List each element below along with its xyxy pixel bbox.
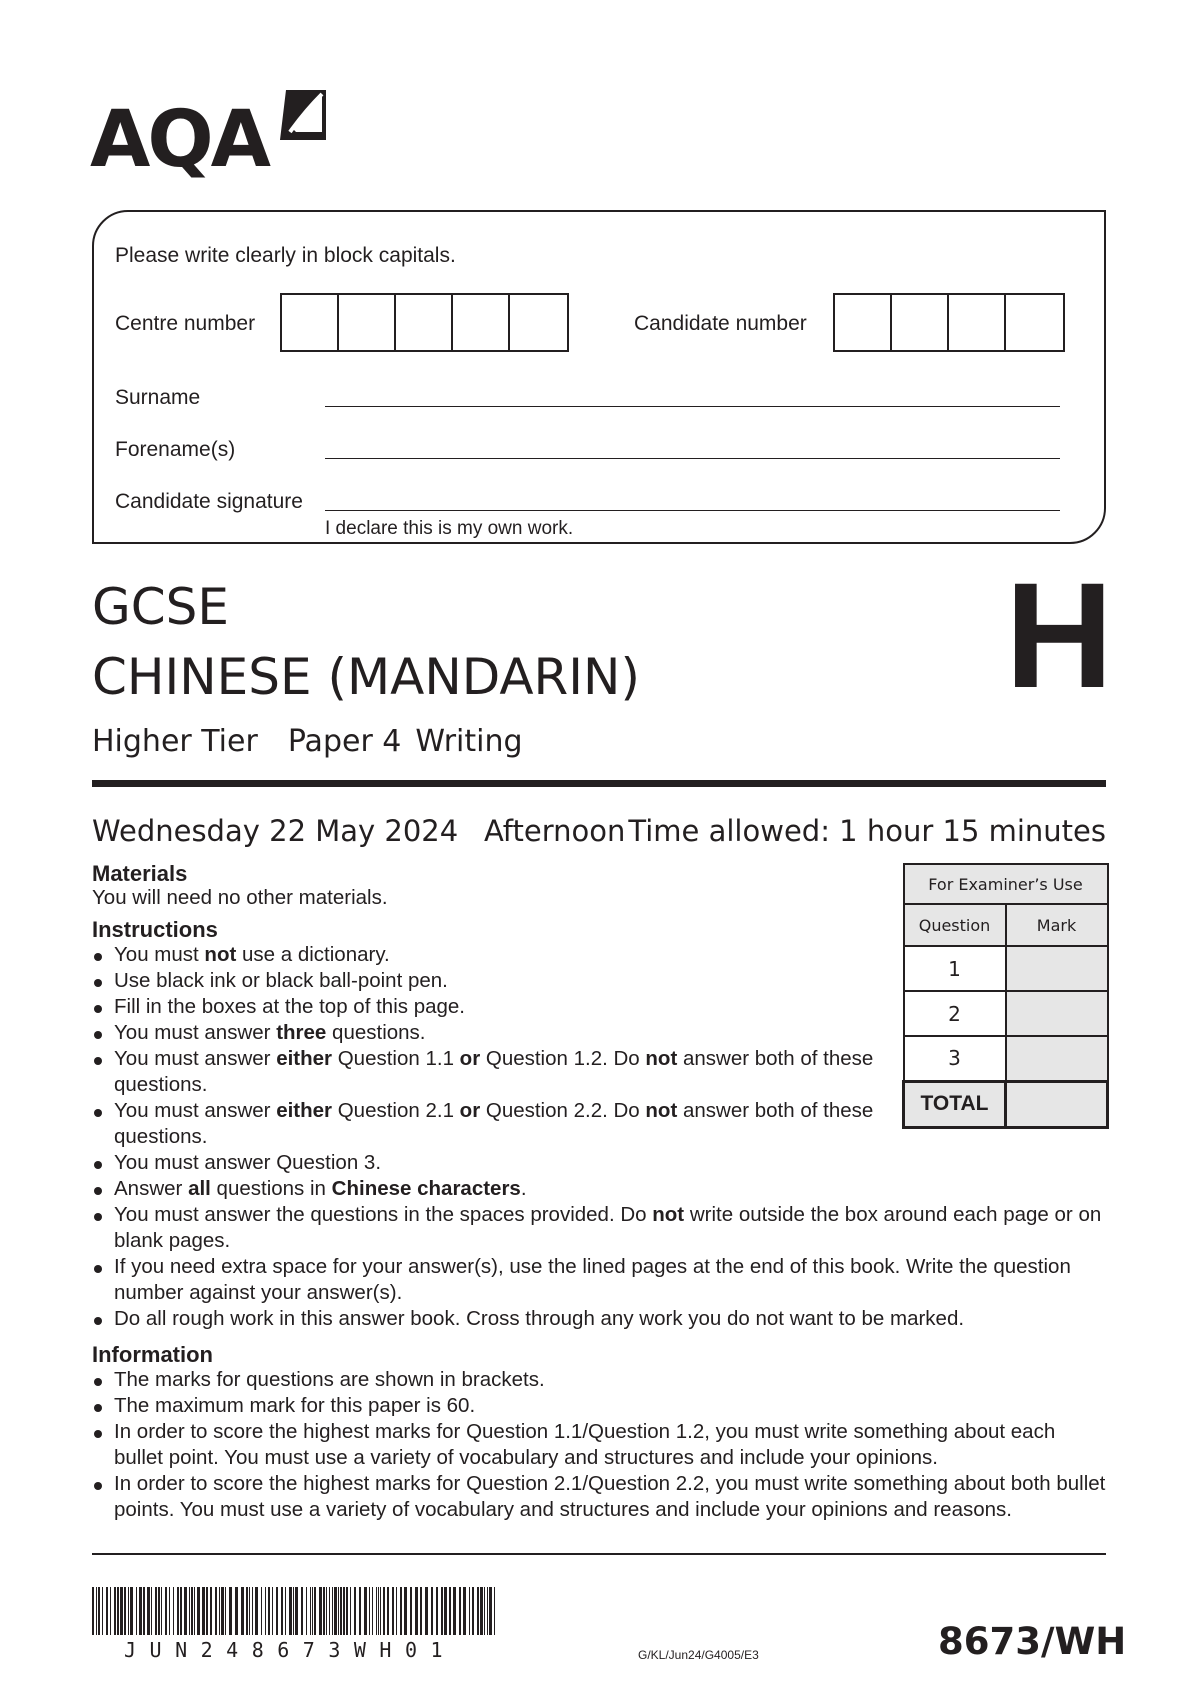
surname-label: Surname <box>115 386 201 409</box>
digit-box[interactable] <box>1006 295 1063 350</box>
barcode-bar <box>281 1587 283 1635</box>
digit-box[interactable] <box>949 295 1006 350</box>
component-name: Writing <box>415 724 523 759</box>
barcode-bar <box>310 1587 311 1635</box>
footer-divider <box>92 1553 1106 1555</box>
barcode-bar <box>169 1587 170 1635</box>
barcode-bar <box>340 1587 342 1635</box>
aqa-logo-graphic <box>90 88 350 180</box>
instructions-heading: Instructions <box>92 917 218 942</box>
signature-label: Candidate signature <box>115 490 303 513</box>
barcode-bar <box>180 1587 182 1635</box>
table-row <box>904 946 1108 991</box>
barcode-bar <box>319 1587 322 1635</box>
barcode-bar <box>369 1587 370 1635</box>
barcode-bar <box>449 1587 451 1635</box>
list-item: In order to score the highest marks for Question 1.1/Question 1.2, you must write something about each bullet point. You must use a variety of vocabulary and structures and include your opinions. <box>92 1419 1106 1471</box>
barcode-bar <box>268 1587 270 1635</box>
barcode-bar <box>276 1587 278 1635</box>
barcode-bar <box>487 1587 488 1635</box>
header-divider <box>92 780 1106 787</box>
examiners-use-table <box>902 863 1109 1129</box>
aqa-logo <box>90 88 350 185</box>
barcode-bar <box>453 1587 456 1635</box>
table-row <box>904 1036 1108 1081</box>
barcode-bar <box>364 1587 367 1635</box>
barcode-bar <box>120 1587 123 1635</box>
barcode-bar <box>306 1587 307 1635</box>
barcode-bar <box>189 1587 190 1635</box>
exam-date-row <box>92 814 1106 848</box>
barcode-bar <box>219 1587 220 1635</box>
barcode-bar <box>334 1587 337 1635</box>
table-row <box>904 1081 1108 1127</box>
reference-code: G/KL/Jun24/G4005/E3 <box>638 1648 759 1662</box>
time-allowed: Time allowed: 1 hour 15 minutes <box>628 814 1106 848</box>
barcode-bar <box>225 1587 226 1635</box>
digit-box[interactable] <box>282 295 339 350</box>
barcode-bar <box>151 1587 152 1635</box>
question-column-header: Question <box>904 904 1006 946</box>
total-label: TOTAL <box>904 1081 1006 1127</box>
barcode-bar <box>410 1587 412 1635</box>
barcode-bar <box>117 1587 119 1635</box>
barcode-bar <box>314 1587 316 1635</box>
digit-box[interactable] <box>892 295 949 350</box>
paper-number: Paper 4 <box>287 724 402 759</box>
question-number: 1 <box>904 946 1006 991</box>
barcode-bar <box>404 1587 407 1635</box>
barcode-bar <box>136 1587 137 1635</box>
barcode-bar <box>326 1587 327 1635</box>
barcode-bar <box>494 1587 495 1635</box>
barcode-bar <box>215 1587 217 1635</box>
aqa-logo-text: AQA <box>90 95 269 180</box>
paper-code: 8673/WH <box>938 1620 1127 1663</box>
barcode-bar <box>261 1587 262 1635</box>
barcode-bar <box>387 1587 389 1635</box>
barcode-bar <box>380 1587 381 1635</box>
barcode-bar <box>110 1587 111 1635</box>
list-item: You must answer three questions. <box>92 1020 888 1046</box>
barcode-bar <box>191 1587 193 1635</box>
tier-name: Higher Tier <box>92 724 258 759</box>
centre-number-label: Centre number <box>115 312 256 335</box>
barcode-bar <box>459 1587 461 1635</box>
information-heading: Information <box>92 1342 213 1367</box>
barcode-bar <box>202 1587 205 1635</box>
barcode-bar <box>392 1587 394 1635</box>
barcode-bar <box>229 1587 232 1635</box>
barcode-bar <box>161 1587 162 1635</box>
forename-line[interactable] <box>325 458 1060 459</box>
list-item: Use black ink or black ball-point pen. <box>92 968 888 994</box>
paper-subtitle <box>92 724 553 759</box>
list-item: You must answer the questions in the spaces provided. Do not write outside the box around each page or on blank pages. <box>92 1202 1106 1254</box>
barcode-bar <box>472 1587 474 1635</box>
list-item: In order to score the highest marks for Question 2.1/Question 2.2, you must write something about both bullet points. You must use a variety of vocabulary and structures and include your opinions and reasons. <box>92 1471 1106 1523</box>
barcode-bar <box>285 1587 286 1635</box>
barcode-bar <box>436 1587 438 1635</box>
barcode-bar <box>400 1587 402 1635</box>
barcode-bar <box>128 1587 129 1635</box>
barcode-bar <box>338 1587 339 1635</box>
candidate-number-label: Candidate number <box>634 312 807 335</box>
declaration-text: I declare this is my own work. <box>325 518 574 539</box>
barcode-bar <box>332 1587 333 1635</box>
barcode-bar <box>289 1587 292 1635</box>
barcode-bar <box>252 1587 253 1635</box>
centre-number-boxes[interactable] <box>280 293 569 352</box>
barcode-bar <box>173 1587 174 1635</box>
mark-column-header: Mark <box>1006 904 1108 946</box>
list-item: Fill in the boxes at the top of this page. <box>92 994 888 1020</box>
table-row <box>904 991 1108 1036</box>
barcode-bar <box>489 1587 492 1635</box>
digit-box[interactable] <box>339 295 396 350</box>
barcode-bar <box>477 1587 479 1635</box>
barcode-bar <box>249 1587 250 1635</box>
examiners-use-title: For Examiner’s Use <box>904 864 1108 904</box>
barcode-bar <box>114 1587 116 1635</box>
tier-letter: H <box>1005 551 1114 719</box>
barcode-bar <box>376 1587 377 1635</box>
barcode-bar <box>372 1587 373 1635</box>
barcode-bar <box>130 1587 133 1635</box>
digit-box[interactable] <box>510 295 567 350</box>
materials-heading: Materials <box>92 861 188 886</box>
barcode-bar <box>210 1587 212 1635</box>
list-item: The marks for questions are shown in brackets. <box>92 1367 1106 1393</box>
barcode-bar <box>329 1587 330 1635</box>
barcode-bar <box>343 1587 345 1635</box>
barcode-bar <box>124 1587 126 1635</box>
barcode-bar <box>293 1587 294 1635</box>
barcode-bar <box>396 1587 397 1635</box>
barcode-bar <box>431 1587 433 1635</box>
barcode-bar <box>221 1587 224 1635</box>
digit-box[interactable] <box>453 295 510 350</box>
barcode-bar <box>197 1587 200 1635</box>
list-item: You must not use a dictionary. <box>92 942 888 968</box>
barcode-bar <box>96 1587 97 1635</box>
barcode-bar <box>139 1587 142 1635</box>
barcode-bar <box>184 1587 187 1635</box>
exam-date: Wednesday 22 May 2024 <box>92 814 459 848</box>
surname-line[interactable] <box>325 406 1060 407</box>
block-capitals-instruction: Please write clearly in block capitals. <box>115 244 456 267</box>
question-number: 2 <box>904 991 1006 1036</box>
barcode-bar <box>241 1587 244 1635</box>
barcode-bar <box>272 1587 273 1635</box>
barcode-bar <box>444 1587 447 1635</box>
candidate-number-boxes[interactable] <box>833 293 1065 352</box>
qualification-title: GCSE <box>92 578 229 636</box>
total-mark-cell <box>1006 1081 1108 1127</box>
list-item: If you need extra space for your answer(s), use the lined pages at the end of this book. Write the question number against your answer(s). <box>92 1254 1106 1306</box>
barcode-text: JUN248673WH01 <box>124 1638 457 1662</box>
barcode-bar <box>206 1587 208 1635</box>
barcode-bar <box>158 1587 160 1635</box>
barcode-bar <box>143 1587 145 1635</box>
materials-text: You will need no other materials. <box>92 886 388 909</box>
exam-session: Afternoon <box>484 814 626 848</box>
barcode-bar <box>265 1587 266 1635</box>
digit-box[interactable] <box>396 295 453 350</box>
barcode-bar <box>155 1587 157 1635</box>
barcode-bar <box>165 1587 167 1635</box>
barcode-bar <box>354 1587 356 1635</box>
barcode-bar <box>92 1587 94 1635</box>
information-list <box>92 1367 1106 1523</box>
mark-cell <box>1006 946 1108 991</box>
digit-box[interactable] <box>835 295 892 350</box>
barcode-bar <box>246 1587 248 1635</box>
barcode-bar <box>255 1587 258 1635</box>
barcode-bar <box>359 1587 361 1635</box>
barcode-bar <box>425 1587 428 1635</box>
barcode-bar <box>383 1587 385 1635</box>
barcode-bar <box>98 1587 100 1635</box>
list-item: Do all rough work in this answer book. Cross through any work you do not want to be marked. <box>92 1306 1106 1332</box>
list-item: Answer all questions in Chinese characters. <box>92 1176 888 1202</box>
barcode-bar <box>301 1587 303 1635</box>
barcode-bar <box>235 1587 238 1635</box>
list-item: You must answer either Question 2.1 or Question 2.2. Do not answer both of these questions. <box>92 1098 888 1150</box>
barcode-bar <box>147 1587 150 1635</box>
barcode-icon <box>92 1587 498 1635</box>
barcode-bar <box>312 1587 313 1635</box>
barcode-bar <box>106 1587 108 1635</box>
list-item: The maximum mark for this paper is 60. <box>92 1393 1106 1419</box>
barcode-bar <box>441 1587 443 1635</box>
barcode-bar <box>102 1587 103 1635</box>
barcode-bar <box>378 1587 379 1635</box>
barcode-bar <box>295 1587 298 1635</box>
barcode-bar <box>420 1587 422 1635</box>
barcode-bar <box>463 1587 466 1635</box>
barcode-bar <box>415 1587 418 1635</box>
barcode-bar <box>480 1587 483 1635</box>
barcode-bar <box>469 1587 470 1635</box>
barcode-bar <box>323 1587 325 1635</box>
question-number: 3 <box>904 1036 1006 1081</box>
list-item: You must answer Question 3. <box>92 1150 888 1176</box>
barcode-bar <box>194 1587 195 1635</box>
mark-cell <box>1006 991 1108 1036</box>
signature-line[interactable] <box>325 510 1060 511</box>
mark-cell <box>1006 1036 1108 1081</box>
list-item: You must answer either Question 1.1 or Question 1.2. Do not answer both of these questions. <box>92 1046 888 1098</box>
barcode-bar <box>350 1587 351 1635</box>
barcode-bar <box>484 1587 485 1635</box>
subject-title: CHINESE (MANDARIN) <box>92 648 640 706</box>
barcode-bar <box>346 1587 348 1635</box>
forename-label: Forename(s) <box>115 438 236 461</box>
barcode-bar <box>177 1587 179 1635</box>
